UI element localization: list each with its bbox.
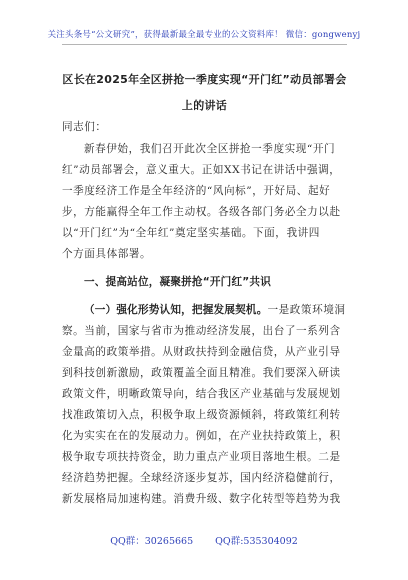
header-divider [62, 44, 347, 45]
paragraph-line: 极争取专项扶持资金，助力重点产业项目落地生根。二是 [62, 451, 341, 463]
paragraph-line: 找准政策切入点，积极争取上级资源倾斜，将政策红利转 [62, 409, 341, 421]
subsection-heading: （一）强化形势认知，把握发展契机。 [84, 304, 268, 316]
paragraph-line: 经济趋势把握。全球经济逐步复苏，国内经济稳健前行， [62, 472, 341, 484]
paragraph-line: 新发展格局加速构建。消费升级、数字化转型等趋势为我 [62, 493, 341, 505]
paragraph-line: 化为实实在在的发展动力。例如，在产业扶持政策上，积 [62, 430, 341, 442]
document-title [62, 67, 347, 119]
footer-qq-group-1: QQ群：30265665 [110, 536, 194, 547]
footer-qq-group-2: QQ群:535304092 [215, 536, 298, 547]
subsection-line-rest: 一是政策环境洞 [267, 304, 346, 316]
footer-banner [0, 533, 408, 547]
paragraph-line: 步，方能赢得全年工作主动权。各级各部门务必全力以赴 [62, 206, 341, 218]
greeting: 同志们： [62, 121, 107, 133]
subsection-first-line [84, 303, 346, 317]
paragraph-line: 政策文件，明晰政策导向，结合我区产业基础与发展规划 [62, 388, 341, 400]
paragraph-line: 察。当前，国家与省市为推动经济发展，出台了一系列含 [62, 325, 341, 337]
paragraph-line: 个方面具体部署。 [62, 248, 152, 260]
paragraph-line: 金量高的政策举措。从财政扶持到金融信贷，从产业引导 [62, 346, 341, 358]
paragraph-line: 红”动员部署会，意义重大。正如XX书记在讲话中强调， [62, 164, 341, 176]
paragraph-line: 以“开门红”为“全年红”奠定坚实基础。下面，我讲四 [62, 227, 320, 239]
paragraph-line: 一季度经济工作是全年经济的“风向标”，开好局、起好 [62, 185, 331, 197]
title-line-1: 区长在2025年全区拼抢一季度实现“开门红”动员部署会 [62, 73, 347, 86]
paragraph-line: 新春伊始，我们召开此次全区拼抢一季度实现“开门 [84, 143, 336, 155]
paragraph-line: 到科技创新激励，政策覆盖全面且精准。我们要深入研读 [62, 367, 341, 379]
title-line-2: 上的讲话 [181, 99, 228, 112]
section-heading: 一、提高站位，凝聚拼抢“开门红”共识 [84, 276, 272, 288]
header-banner: 关注头条号“公文研究”，获得最新最全最专业的公文资料库！ 微信：gongwenyj [47, 30, 361, 40]
